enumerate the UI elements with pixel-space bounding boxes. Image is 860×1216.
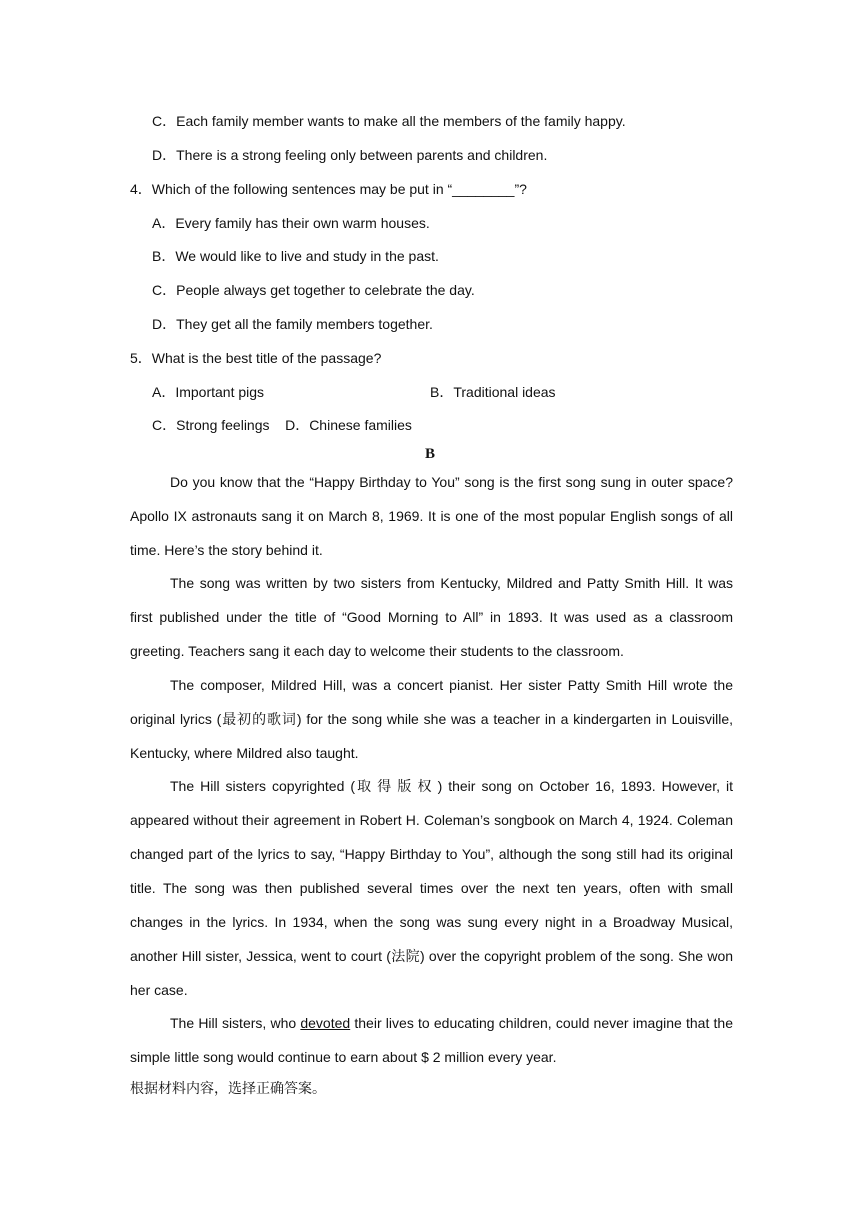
paragraph-5 [130, 1013, 733, 1067]
p4-line-5: changes in the lyrics. In 1934, when the song was sung every night in a Broadway Musical, [130, 914, 733, 930]
q4-question: 4．Which of the following sentences may be put in “________”? [130, 181, 527, 197]
section-heading: B [424, 446, 435, 462]
p3-line-2-pre: original lyrics ( [130, 711, 222, 727]
p1-line-3: time. Here’s the story behind it. [130, 542, 323, 558]
q4-option-b: B．We would like to live and study in the past. [152, 248, 439, 264]
q3-option-c: C．Each family member wants to make all the members of the family happy. [152, 113, 626, 129]
p2-line-1: The song was written by two sisters from Kentucky, Mildred and Patty Smith Hill. It was [170, 575, 733, 591]
p2-line-3: greeting. Teachers sang it each day to welcome their students to the classroom. [130, 643, 624, 659]
p4-line-6-gloss: 法院 [390, 949, 420, 965]
q5-option-c: C．Strong feelings [152, 417, 270, 433]
instruction: 根据材料内容，选择正确答案。 [130, 1081, 326, 1097]
p3-line-1: The composer, Mildred Hill, was a concert pianist. Her sister Patty Smith Hill wrote the [170, 677, 733, 693]
p5-line-2: simple little song would continue to earn about $ 2 million every year. [130, 1049, 557, 1065]
p3-line-3: Kentucky, where Mildred also taught. [130, 745, 359, 761]
p4-line-6-pre: another Hill sister, Jessica, went to court ( [130, 948, 391, 964]
q3-option-d: D．There is a strong feeling only between parents and children. [152, 147, 548, 163]
p4-line-3: changed part of the lyrics to say, “Happy Birthday to You”, although the song still had its original [130, 846, 733, 862]
p4-line-1 [130, 776, 733, 810]
paragraph-1 [130, 472, 733, 560]
p4-line-6 [130, 946, 733, 980]
p4-line-2: appeared without their agreement in Robert H. Coleman’s songbook on March 4, 1924. Coleman [130, 812, 733, 828]
p1-line-1: Do you know that the “Happy Birthday to You” song is the first song sung in outer space? [170, 474, 733, 490]
p4-line-6-post: ) over the copyright problem of the song. She won [420, 948, 734, 964]
q4-option-c: C．People always get together to celebrate the day. [152, 282, 475, 298]
paragraph-3 [130, 675, 733, 763]
p4-line-1-pre: The Hill sisters copyrighted ( [170, 778, 356, 794]
paragraph-2 [130, 573, 733, 661]
p2-line-2: first published under the title of “Good Morning to All” in 1893. It was used as a classroom [130, 609, 733, 625]
p4-line-1-gloss: 取得版权 [355, 779, 438, 795]
p3-line-2 [130, 709, 733, 743]
q4-option-a: A．Every family has their own warm houses. [152, 215, 430, 231]
p5-line-1 [130, 1013, 733, 1047]
q4-option-d: D．They get all the family members together. [152, 316, 433, 332]
q5-option-a: A．Important pigs [152, 384, 265, 400]
p3-line-2-gloss: 最初的歌词 [221, 712, 297, 728]
p1-line-2: Apollo IX astronauts sang it on March 8, 1969. It is one of the most popular English songs of all [130, 508, 733, 524]
p4-line-1-post: ) their song on October 16, 1893. However, it [437, 778, 733, 794]
p3-line-2-post: ) for the song while she was a teacher in a kindergarten in Louisville, [296, 711, 733, 727]
q5-option-d: D．Chinese families [285, 417, 412, 433]
p5-line-1-pre: The Hill sisters, who [170, 1015, 301, 1031]
q5-question: 5．What is the best title of the passage? [130, 350, 382, 366]
p5-line-1-post: their lives to educating children, could never imagine that the [350, 1015, 733, 1031]
p4-line-4: title. The song was then published several times over the next ten years, often with small [130, 880, 733, 896]
paragraph-4 [130, 776, 733, 1000]
q5-option-cd [152, 415, 412, 435]
p4-line-7: her case. [130, 982, 188, 998]
underlined-word: devoted [300, 1015, 351, 1031]
q5-option-b: B．Traditional ideas [430, 384, 556, 400]
